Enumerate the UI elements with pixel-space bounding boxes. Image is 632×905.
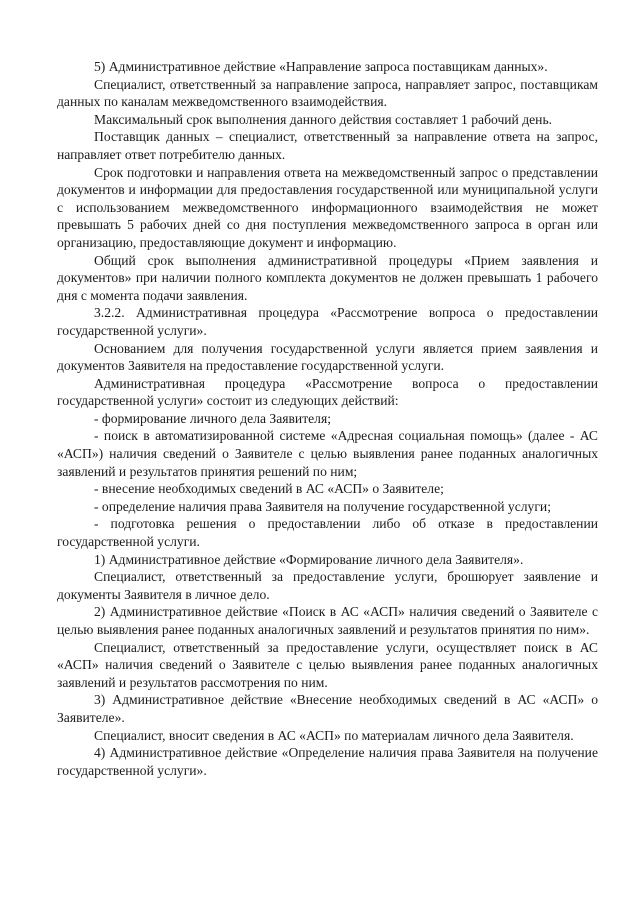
paragraph-request-sender: Специалист, ответственный за направление запроса, направляет запрос, поставщикам данных по каналам межведомственного взаимодействия. — [57, 76, 598, 110]
paragraph-procedure-3-2-2: 3.2.2. Административная процедура «Рассмотрение вопроса о предоставлении государственной услуги». — [57, 305, 598, 338]
paragraph-action-2-title: 2) Административное действие «Поиск в АС «АСП» наличия сведений о Заявителе с целью выявления ранее поданных аналогичных заявлений и результатов принятия по ним». — [57, 604, 598, 637]
list-item-search-asp: - поиск в автоматизированной системе «Адресная социальная помощь» (далее - АС «АСП») наличия сведений о Заявителе с целью выявления ранее поданных аналогичных заявлений и результатов принятия решений по ним; — [57, 428, 598, 479]
list-item-personal-file: - формирование личного дела Заявителя; — [94, 410, 331, 426]
paragraph-action-1-title: 1) Административное действие «Формирование личного дела Заявителя». — [94, 551, 524, 567]
paragraph-total-duration: Общий срок выполнения административной процедуры «Прием заявления и документов» при наличии полного комплекта документов не должен превышать 1 рабочего дня с момента подачи заявления. — [57, 252, 598, 303]
list-item-enter-data: - внесение необходимых сведений в АС «АСП» о Заявителе; — [94, 481, 444, 497]
paragraph-procedure-contents: Административная процедура «Рассмотрение вопроса о предоставлении государственной услуги» состоит из следующих действий: — [57, 375, 598, 409]
paragraph-action-2-body: Специалист, ответственный за предоставление услуги, осуществляет поиск в АС «АСП» наличия сведений о Заявителе с целью выявления ранее поданных аналогичных заявлений и результатов рассмотрения по ним. — [57, 639, 598, 690]
paragraph-action-1-body: Специалист, ответственный за предоставление услуги, брошюрует заявление и документы Заявителя в личное дело. — [57, 569, 598, 602]
document-page — [57, 58, 598, 779]
list-item-determine-right: - определение наличия права Заявителя на получение государственной услуги; — [94, 498, 551, 514]
paragraph-response-deadline: Срок подготовки и направления ответа на межведомственный запрос о представлении документов и информации для предоставления государственной или муниципальной услуги с использованием межведомственного информационного взаимодействия не может превышать 5 рабочих дней со дня поступления межведомственного запроса в орган или организацию, предоставляющие документ и информацию. — [57, 164, 598, 250]
paragraph-action-3-title: 3) Административное действие «Внесение необходимых сведений в АС «АСП» о Заявителе». — [57, 692, 598, 725]
paragraph-max-duration: Максимальный срок выполнения данного действия составляет 1 рабочий день. — [94, 111, 553, 127]
paragraph-basis: Основанием для получения государственной услуги является прием заявления и документов Заявителя на предоставление государственной услуги. — [57, 340, 598, 374]
paragraph-action-5-title: 5) Административное действие «Направление запроса поставщикам данных». — [94, 59, 548, 74]
paragraph-action-3-body: Специалист, вносит сведения в АС «АСП» по материалам личного дела Заявителя. — [94, 727, 574, 743]
list-item-prepare-decision: - подготовка решения о предоставлении либо об отказе в предоставлении государственной услуги. — [57, 516, 598, 550]
paragraph-data-supplier: Поставщик данных – специалист, ответственный за направление ответа на запрос, направляет ответ потребителю данных. — [57, 129, 598, 162]
paragraph-action-4-title: 4) Административное действие «Определение наличия права Заявителя на получение государственной услуги». — [57, 745, 598, 778]
